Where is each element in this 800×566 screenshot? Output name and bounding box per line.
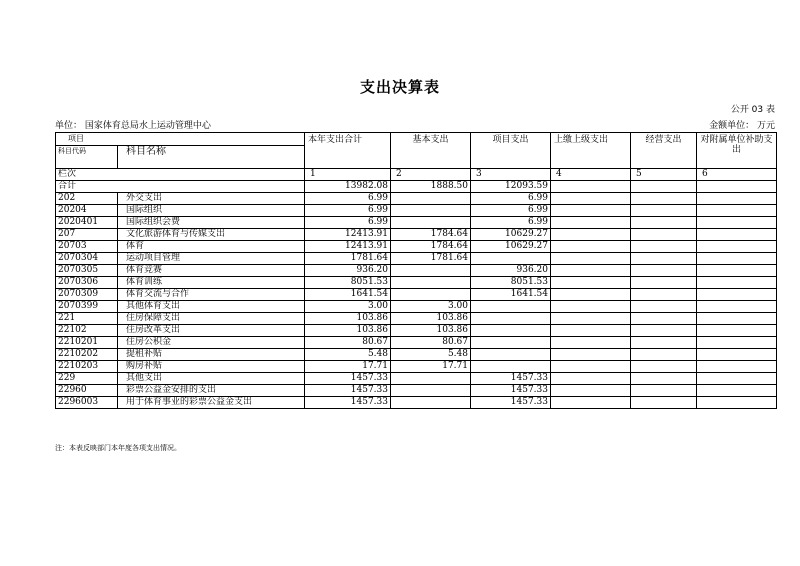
- value-cell: 1888.50: [391, 181, 471, 193]
- subject-code: 2210203: [56, 361, 118, 373]
- value-cell: 103.86: [305, 313, 391, 325]
- total-row: [56, 181, 777, 193]
- value-cell: [551, 385, 631, 397]
- value-cell: 1457.33: [471, 385, 551, 397]
- index-cell: 3: [471, 169, 551, 181]
- subject-code: 2070304: [56, 253, 118, 265]
- index-cell: 6: [697, 169, 777, 181]
- value-cell: [551, 361, 631, 373]
- subject-name: 国际组织: [118, 205, 305, 217]
- table-row: [56, 361, 777, 373]
- value-cell: [551, 325, 631, 337]
- value-cell: 13982.08: [305, 181, 391, 193]
- value-cell: [697, 373, 777, 385]
- value-cell: [471, 313, 551, 325]
- subject-code: 229: [56, 373, 118, 385]
- value-cell: [697, 301, 777, 313]
- subject-code: 2020401: [56, 217, 118, 229]
- value-cell: [391, 217, 471, 229]
- value-cell: 12093.59: [471, 181, 551, 193]
- value-cell: [631, 265, 697, 277]
- form-number: 公开 03 表: [730, 105, 775, 115]
- value-cell: 10629.27: [471, 241, 551, 253]
- col-header-basic: 基本支出: [391, 133, 471, 169]
- value-cell: [551, 217, 631, 229]
- value-cell: [471, 337, 551, 349]
- value-cell: 17.71: [391, 361, 471, 373]
- value-cell: 5.48: [391, 349, 471, 361]
- value-cell: 10629.27: [471, 229, 551, 241]
- subject-code: 2070306: [56, 277, 118, 289]
- table-row: [56, 289, 777, 301]
- subject-code: 207: [56, 229, 118, 241]
- subject-code: 2210201: [56, 337, 118, 349]
- value-cell: [631, 385, 697, 397]
- table-row: [56, 193, 777, 205]
- value-cell: [631, 301, 697, 313]
- table-row: [56, 313, 777, 325]
- value-cell: [697, 181, 777, 193]
- value-cell: 103.86: [391, 313, 471, 325]
- table-row: [56, 265, 777, 277]
- subject-name: 购房补贴: [118, 361, 305, 373]
- value-cell: 12413.91: [305, 229, 391, 241]
- table-row: [56, 301, 777, 313]
- subject-code: 2070305: [56, 265, 118, 277]
- value-cell: [697, 397, 777, 409]
- value-cell: 1457.33: [471, 397, 551, 409]
- value-cell: 17.71: [305, 361, 391, 373]
- value-cell: [697, 217, 777, 229]
- value-cell: [697, 229, 777, 241]
- subject-name: 体育: [118, 241, 305, 253]
- subject-name: 国际组织会费: [118, 217, 305, 229]
- value-cell: [631, 337, 697, 349]
- value-cell: 1781.64: [305, 253, 391, 265]
- value-cell: [551, 349, 631, 361]
- col-header-operating: 经营支出: [631, 133, 697, 169]
- value-cell: [631, 361, 697, 373]
- total-label: 合计: [56, 181, 305, 193]
- value-cell: 1457.33: [471, 373, 551, 385]
- value-cell: 1781.64: [391, 253, 471, 265]
- value-cell: [631, 313, 697, 325]
- index-cell: 5: [631, 169, 697, 181]
- value-cell: 1641.54: [305, 289, 391, 301]
- subject-code: 20204: [56, 205, 118, 217]
- value-cell: [631, 181, 697, 193]
- amount-unit-label: 金额单位： 万元: [709, 121, 775, 131]
- table-row: [56, 205, 777, 217]
- header-code: 科目代码: [56, 146, 118, 169]
- value-cell: [697, 253, 777, 265]
- value-cell: 1457.33: [305, 385, 391, 397]
- value-cell: 3.00: [305, 301, 391, 313]
- subject-name: 运动项目管理: [118, 253, 305, 265]
- subject-code: 2070309: [56, 289, 118, 301]
- value-cell: [631, 289, 697, 301]
- value-cell: [697, 313, 777, 325]
- table-row: [56, 253, 777, 265]
- value-cell: [391, 385, 471, 397]
- value-cell: 6.99: [305, 205, 391, 217]
- value-cell: [471, 349, 551, 361]
- value-cell: 6.99: [471, 205, 551, 217]
- value-cell: [551, 301, 631, 313]
- value-cell: [471, 325, 551, 337]
- unit-label: 单位： 国家体育总局水上运动管理中心: [55, 121, 211, 131]
- value-cell: 6.99: [305, 217, 391, 229]
- value-cell: [551, 313, 631, 325]
- value-cell: 1641.54: [471, 289, 551, 301]
- subject-name: 住房公积金: [118, 337, 305, 349]
- index-cell: 1: [305, 169, 391, 181]
- value-cell: [697, 289, 777, 301]
- value-cell: 8051.53: [305, 277, 391, 289]
- value-cell: [551, 289, 631, 301]
- value-cell: [551, 397, 631, 409]
- value-cell: [631, 277, 697, 289]
- expenditure-table: [55, 132, 777, 409]
- table-row: [56, 373, 777, 385]
- value-cell: [391, 397, 471, 409]
- value-cell: 1784.64: [391, 229, 471, 241]
- value-cell: 8051.53: [471, 277, 551, 289]
- table-row: [56, 337, 777, 349]
- value-cell: [391, 205, 471, 217]
- table-row: [56, 397, 777, 409]
- value-cell: 103.86: [391, 325, 471, 337]
- value-cell: [697, 325, 777, 337]
- subject-code: 22102: [56, 325, 118, 337]
- subject-code: 2210202: [56, 349, 118, 361]
- value-cell: [697, 349, 777, 361]
- subject-name: 彩票公益金安排的支出: [118, 385, 305, 397]
- value-cell: [631, 205, 697, 217]
- value-cell: [551, 253, 631, 265]
- value-cell: 936.20: [471, 265, 551, 277]
- index-cell: 2: [391, 169, 471, 181]
- subject-name: 外交支出: [118, 193, 305, 205]
- value-cell: [631, 193, 697, 205]
- subject-name: 用于体育事业的彩票公益金支出: [118, 397, 305, 409]
- value-cell: 5.48: [305, 349, 391, 361]
- subject-code: 22960: [56, 385, 118, 397]
- value-cell: [631, 325, 697, 337]
- value-cell: [697, 205, 777, 217]
- value-cell: [697, 277, 777, 289]
- subject-code: 2070399: [56, 301, 118, 313]
- footnote: 注：本表反映部门本年度各项支出情况。: [55, 444, 181, 452]
- value-cell: [551, 241, 631, 253]
- col-header-project: 项目支出: [471, 133, 551, 169]
- value-cell: 80.67: [305, 337, 391, 349]
- table-row: [56, 217, 777, 229]
- subject-name: 文化旅游体育与传媒支出: [118, 229, 305, 241]
- value-cell: [697, 193, 777, 205]
- value-cell: [631, 373, 697, 385]
- value-cell: [391, 265, 471, 277]
- subject-code: 2296003: [56, 397, 118, 409]
- value-cell: [697, 337, 777, 349]
- table-row: [56, 349, 777, 361]
- subject-name: 体育竞赛: [118, 265, 305, 277]
- table-row: [56, 277, 777, 289]
- table-row: [56, 229, 777, 241]
- value-cell: [551, 337, 631, 349]
- value-cell: [631, 253, 697, 265]
- value-cell: [697, 265, 777, 277]
- header-item: 项目: [56, 133, 305, 146]
- table-row: [56, 241, 777, 253]
- value-cell: [631, 397, 697, 409]
- value-cell: [551, 373, 631, 385]
- value-cell: 1457.33: [305, 373, 391, 385]
- value-cell: [391, 193, 471, 205]
- value-cell: [697, 241, 777, 253]
- subject-name: 提租补贴: [118, 349, 305, 361]
- value-cell: 6.99: [471, 193, 551, 205]
- subject-name: 住房保障支出: [118, 313, 305, 325]
- table-row: [56, 385, 777, 397]
- subject-code: 20703: [56, 241, 118, 253]
- value-cell: [631, 229, 697, 241]
- page-title: 支出决算表: [359, 78, 440, 96]
- value-cell: [551, 193, 631, 205]
- index-label: 栏次: [56, 169, 305, 181]
- value-cell: [697, 361, 777, 373]
- value-cell: 1457.33: [305, 397, 391, 409]
- value-cell: [551, 229, 631, 241]
- value-cell: [391, 277, 471, 289]
- value-cell: [697, 385, 777, 397]
- value-cell: 12413.91: [305, 241, 391, 253]
- value-cell: 6.99: [471, 217, 551, 229]
- value-cell: [631, 241, 697, 253]
- header-name: 科目名称: [118, 146, 305, 169]
- value-cell: 3.00: [391, 301, 471, 313]
- value-cell: [631, 217, 697, 229]
- value-cell: [471, 301, 551, 313]
- value-cell: [391, 373, 471, 385]
- value-cell: 1784.64: [391, 241, 471, 253]
- value-cell: [471, 253, 551, 265]
- subject-name: 其他体育支出: [118, 301, 305, 313]
- subject-name: 其他支出: [118, 373, 305, 385]
- col-header-total: 本年支出合计: [305, 133, 391, 169]
- subject-name: 体育交流与合作: [118, 289, 305, 301]
- value-cell: [551, 265, 631, 277]
- value-cell: [551, 277, 631, 289]
- value-cell: 6.99: [305, 193, 391, 205]
- subject-code: 221: [56, 313, 118, 325]
- col-header-subsidy: 对附属单位补助支出: [697, 133, 777, 169]
- value-cell: 80.67: [391, 337, 471, 349]
- value-cell: [471, 361, 551, 373]
- value-cell: [551, 181, 631, 193]
- value-cell: [631, 349, 697, 361]
- col-header-superior: 上缴上级支出: [551, 133, 631, 169]
- table-row: [56, 325, 777, 337]
- subject-name: 体育训练: [118, 277, 305, 289]
- subject-name: 住房改革支出: [118, 325, 305, 337]
- value-cell: [391, 289, 471, 301]
- value-cell: 936.20: [305, 265, 391, 277]
- subject-code: 202: [56, 193, 118, 205]
- value-cell: 103.86: [305, 325, 391, 337]
- index-cell: 4: [551, 169, 631, 181]
- value-cell: [551, 205, 631, 217]
